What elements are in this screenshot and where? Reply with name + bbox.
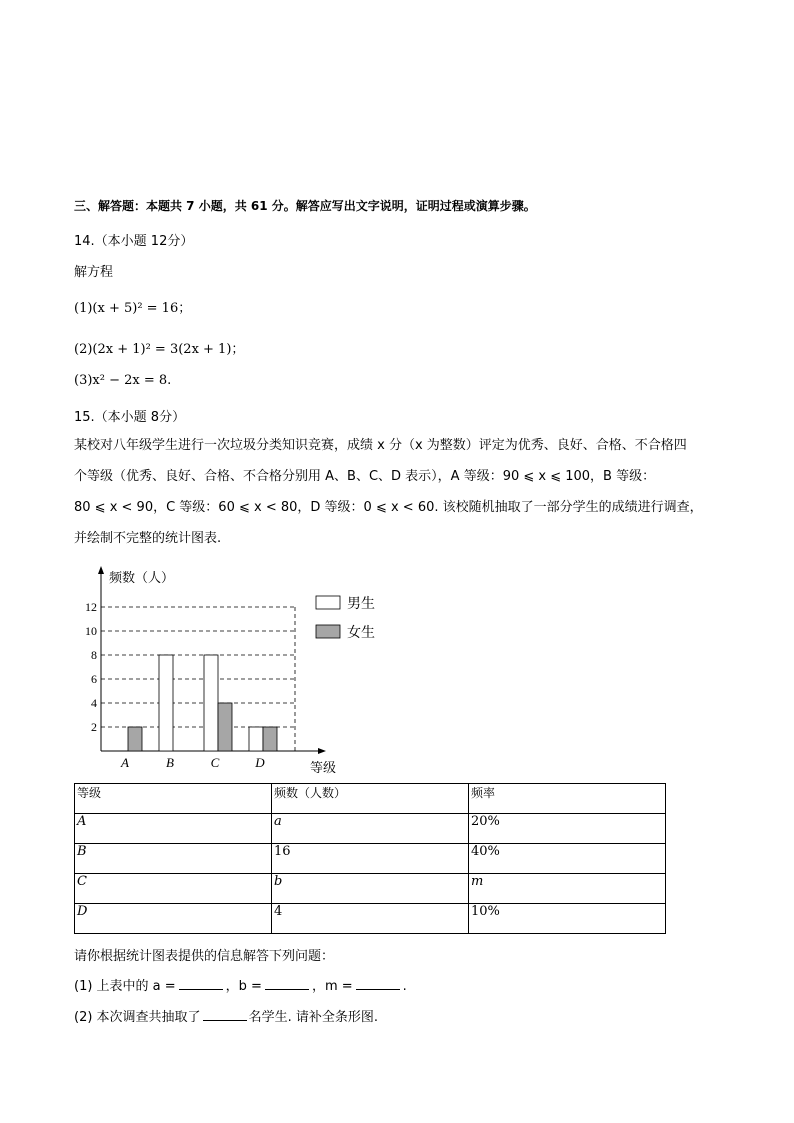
- q15-sub2-text-b: 名学生. 请补全条形图.: [248, 1010, 378, 1025]
- y-tick-label: 2: [91, 720, 97, 734]
- q15-intro-line-2: 个等级（优秀、良好、合格、不合格分别用 A、B、C、D 表示），A 等级：90 ⩽ x ⩽ 100，B 等级：: [74, 469, 656, 484]
- table-cell: 4: [272, 904, 469, 934]
- grade-table: [74, 783, 666, 934]
- table-cell: 20%: [469, 814, 666, 844]
- legend-swatch: [316, 625, 340, 638]
- table-header-cell: 频数（人数）: [272, 784, 469, 814]
- table-cell: C: [75, 874, 272, 904]
- table-cell: a: [272, 814, 469, 844]
- table-cell: D: [75, 904, 272, 934]
- table-header-cell: 等级: [75, 784, 272, 814]
- table-cell: m: [469, 874, 666, 904]
- q14-item-1: (1)(x + 5)² = 16；: [74, 301, 192, 316]
- q15-sub1-text-c: ，m =: [311, 979, 353, 994]
- table-cell: A: [75, 814, 272, 844]
- table-cell: 40%: [469, 844, 666, 874]
- bar-male: [159, 655, 173, 751]
- q15-sub1: [74, 975, 407, 994]
- section-heading: 三、解答题：本题共 7 小题，共 61 分。解答应写出文字说明，证明过程或演算步骤。: [74, 199, 536, 213]
- answer-blank-b[interactable]: [265, 975, 309, 990]
- table-cell: 16: [272, 844, 469, 874]
- answer-blank-total[interactable]: [203, 1006, 247, 1021]
- y-axis-arrow: [98, 566, 104, 574]
- table-row: [75, 844, 666, 874]
- legend-swatch: [316, 596, 340, 609]
- q15-sub1-text-b: ，b =: [225, 979, 262, 994]
- answer-blank-m[interactable]: [356, 975, 400, 990]
- q15-sub1-text-a: (1) 上表中的 a =: [74, 979, 176, 994]
- q14-item-3: (3)x² − 2x = 8.: [74, 373, 172, 388]
- x-tick-label: D: [255, 755, 265, 770]
- table-header-row: [75, 784, 666, 814]
- q15-intro-line-1: 某校对八年级学生进行一次垃圾分类知识竞赛，成绩 x 分（x 为整数）评定为优秀、良好、合格、不合格四: [74, 438, 687, 453]
- y-tick-label: 8: [91, 648, 97, 662]
- q14-instruction: 解方程: [74, 265, 114, 280]
- q15-intro: [74, 430, 722, 554]
- q15-intro-line-3: 80 ⩽ x < 90，C 等级：60 ⩽ x < 80，D 等级：0 ⩽ x < 60. 该校随机抽取了一部分学生的成绩进行调查，: [74, 500, 703, 515]
- y-tick-label: 6: [91, 672, 97, 686]
- legend-label: 女生: [347, 626, 375, 641]
- y-tick-label: 10: [85, 624, 97, 638]
- x-tick-label: C: [210, 755, 220, 770]
- q15-sub2: [74, 1006, 378, 1025]
- bar-female: [263, 727, 277, 751]
- table-cell: B: [75, 844, 272, 874]
- q15-prompt: 请你根据统计图表提供的信息解答下列问题：: [74, 949, 335, 964]
- bar-female: [218, 703, 232, 751]
- table-row: [75, 814, 666, 844]
- answer-blank-a[interactable]: [179, 975, 223, 990]
- table-cell: b: [272, 874, 469, 904]
- q15-intro-line-4: 并绘制不完整的统计图表.: [74, 531, 222, 546]
- q14-item-2: (2)(2x + 1)² = 3(2x + 1)；: [74, 342, 245, 357]
- q15-number: 15.（本小题 8分）: [74, 410, 186, 425]
- y-axis-label: 频数（人）: [109, 570, 175, 585]
- q15-sub2-text-a: (2) 本次调查共抽取了: [74, 1010, 201, 1025]
- table-row: [75, 904, 666, 934]
- table-cell: 10%: [469, 904, 666, 934]
- x-axis-label: 等级: [310, 760, 337, 775]
- y-tick-label: 4: [91, 696, 97, 710]
- bar-female: [128, 727, 142, 751]
- bar-chart: [70, 560, 410, 780]
- legend-label: 男生: [347, 597, 375, 612]
- table-row: [75, 874, 666, 904]
- bar-male: [204, 655, 218, 751]
- bar-male: [249, 727, 263, 751]
- y-tick-label: 12: [85, 600, 97, 614]
- q15-sub1-end: .: [402, 979, 407, 994]
- x-axis-arrow: [318, 748, 326, 754]
- x-tick-label: B: [166, 755, 174, 770]
- q14-number: 14.（本小题 12分）: [74, 234, 194, 249]
- table-header-cell: 频率: [469, 784, 666, 814]
- x-tick-label: A: [121, 755, 129, 770]
